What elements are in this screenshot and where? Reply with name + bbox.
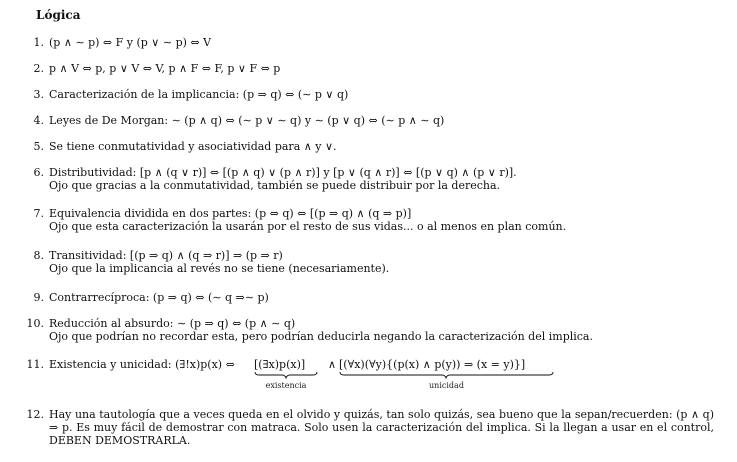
item-number: 10. — [26, 317, 44, 330]
list-item — [24, 62, 714, 75]
item-note: Ojo que esta caracterización la usarán por el resto de sus vidas... o al menos en plan común. — [49, 220, 567, 233]
existence-formula: [(∃x)p(x)] — [254, 358, 306, 371]
item-number: 1. — [33, 36, 44, 49]
existence-uniqueness-formula — [49, 358, 737, 398]
list-item — [24, 114, 714, 127]
list-item — [24, 291, 714, 304]
and-symbol: ∧ — [328, 358, 337, 371]
item-number: 11. — [26, 358, 44, 371]
item-text: Caracterización de la implicancia: (p ⇒ q) ⇔ (∼ p ∨ q) — [49, 88, 349, 101]
item-number: 4. — [33, 114, 44, 127]
item-number: 2. — [33, 62, 44, 75]
item-text: p ∧ V ⇔ p, p ∨ V ⇔ V, p ∧ F ⇔ F, p ∨ F ⇔ p — [49, 62, 281, 75]
existence-label: existencia — [265, 381, 307, 390]
list-item — [24, 317, 714, 343]
item-note: Ojo que la implicancia al revés no se tiene (necesariamente). — [49, 262, 390, 275]
uniqueness-underbrace — [339, 371, 554, 379]
item-text: Hay una tautología que a veces queda en el olvido y quizás, tan solo quizás, sea bueno que la sepan/recuerden: (p ∧ q) ⇒ p. Es muy fácil de demostrar con matraca. Solo usen la caracterización del implica. Si la llegan a usar en el control, DEBEN DEMOSTRARLA. — [49, 408, 714, 447]
list-item — [24, 207, 714, 233]
list-item — [24, 140, 714, 153]
list-item — [24, 166, 714, 192]
list-item — [24, 88, 714, 101]
item-text: Existencia y unicidad: (∃!x)p(x) ⇔ — [49, 358, 235, 371]
item-text: (p ∧ ∼ p) ⇔ F y (p ∨ ∼ p) ⇔ V — [49, 36, 212, 49]
item-number: 12. — [26, 408, 44, 421]
item-number: 3. — [33, 88, 44, 101]
uniqueness-label: unicidad — [429, 381, 464, 390]
item-number: 7. — [33, 207, 44, 220]
item-note: Ojo que podrían no recordar esta, pero podrían deducirla negando la caracterización del implica. — [49, 330, 593, 343]
list-item — [24, 408, 714, 447]
uniqueness-formula: [(∀x)(∀y){(p(x) ∧ p(y)) ⇒ (x = y)}] — [339, 358, 526, 371]
item-note: Ojo que gracias a la conmutatividad, también se puede distribuir por la derecha. — [49, 179, 501, 192]
item-text: Contrarrecíproca: (p ⇒ q) ⇔ (∼ q ⇒∼ p) — [49, 291, 269, 304]
list-item — [24, 249, 714, 275]
page-title: Lógica — [36, 8, 81, 22]
item-number: 8. — [33, 249, 44, 262]
item-number: 5. — [33, 140, 44, 153]
item-number: 6. — [33, 166, 44, 179]
list-item — [24, 358, 714, 396]
item-number: 9. — [33, 291, 44, 304]
item-text: Equivalencia dividida en dos partes: (p ⇔ q) ⇔ [(p ⇒ q) ∧ (q ⇒ p)] — [49, 207, 412, 220]
list-item — [24, 36, 714, 49]
item-text: Reducción al absurdo: ∼ (p ⇒ q) ⇔ (p ∧ ∼ q) — [49, 317, 296, 330]
item-text: Se tiene conmutatividad y asociatividad para ∧ y ∨. — [49, 140, 337, 153]
item-text: Transitividad: [(p ⇒ q) ∧ (q ⇒ r)] ⇒ (p ⇒ r) — [49, 249, 283, 262]
item-text: Distributividad: [p ∧ (q ∨ r)] ⇔ [(p ∧ q) ∨ (p ∧ r)] y [p ∨ (q ∧ r)] ⇔ [(p ∨ q) ∧ (p ∨ r)]. — [49, 166, 517, 179]
item-text: Leyes de De Morgan: ∼ (p ∧ q) ⇔ (∼ p ∨ ∼ q) y ∼ (p ∨ q) ⇔ (∼ p ∧ ∼ q) — [49, 114, 445, 127]
existence-underbrace — [254, 371, 318, 379]
